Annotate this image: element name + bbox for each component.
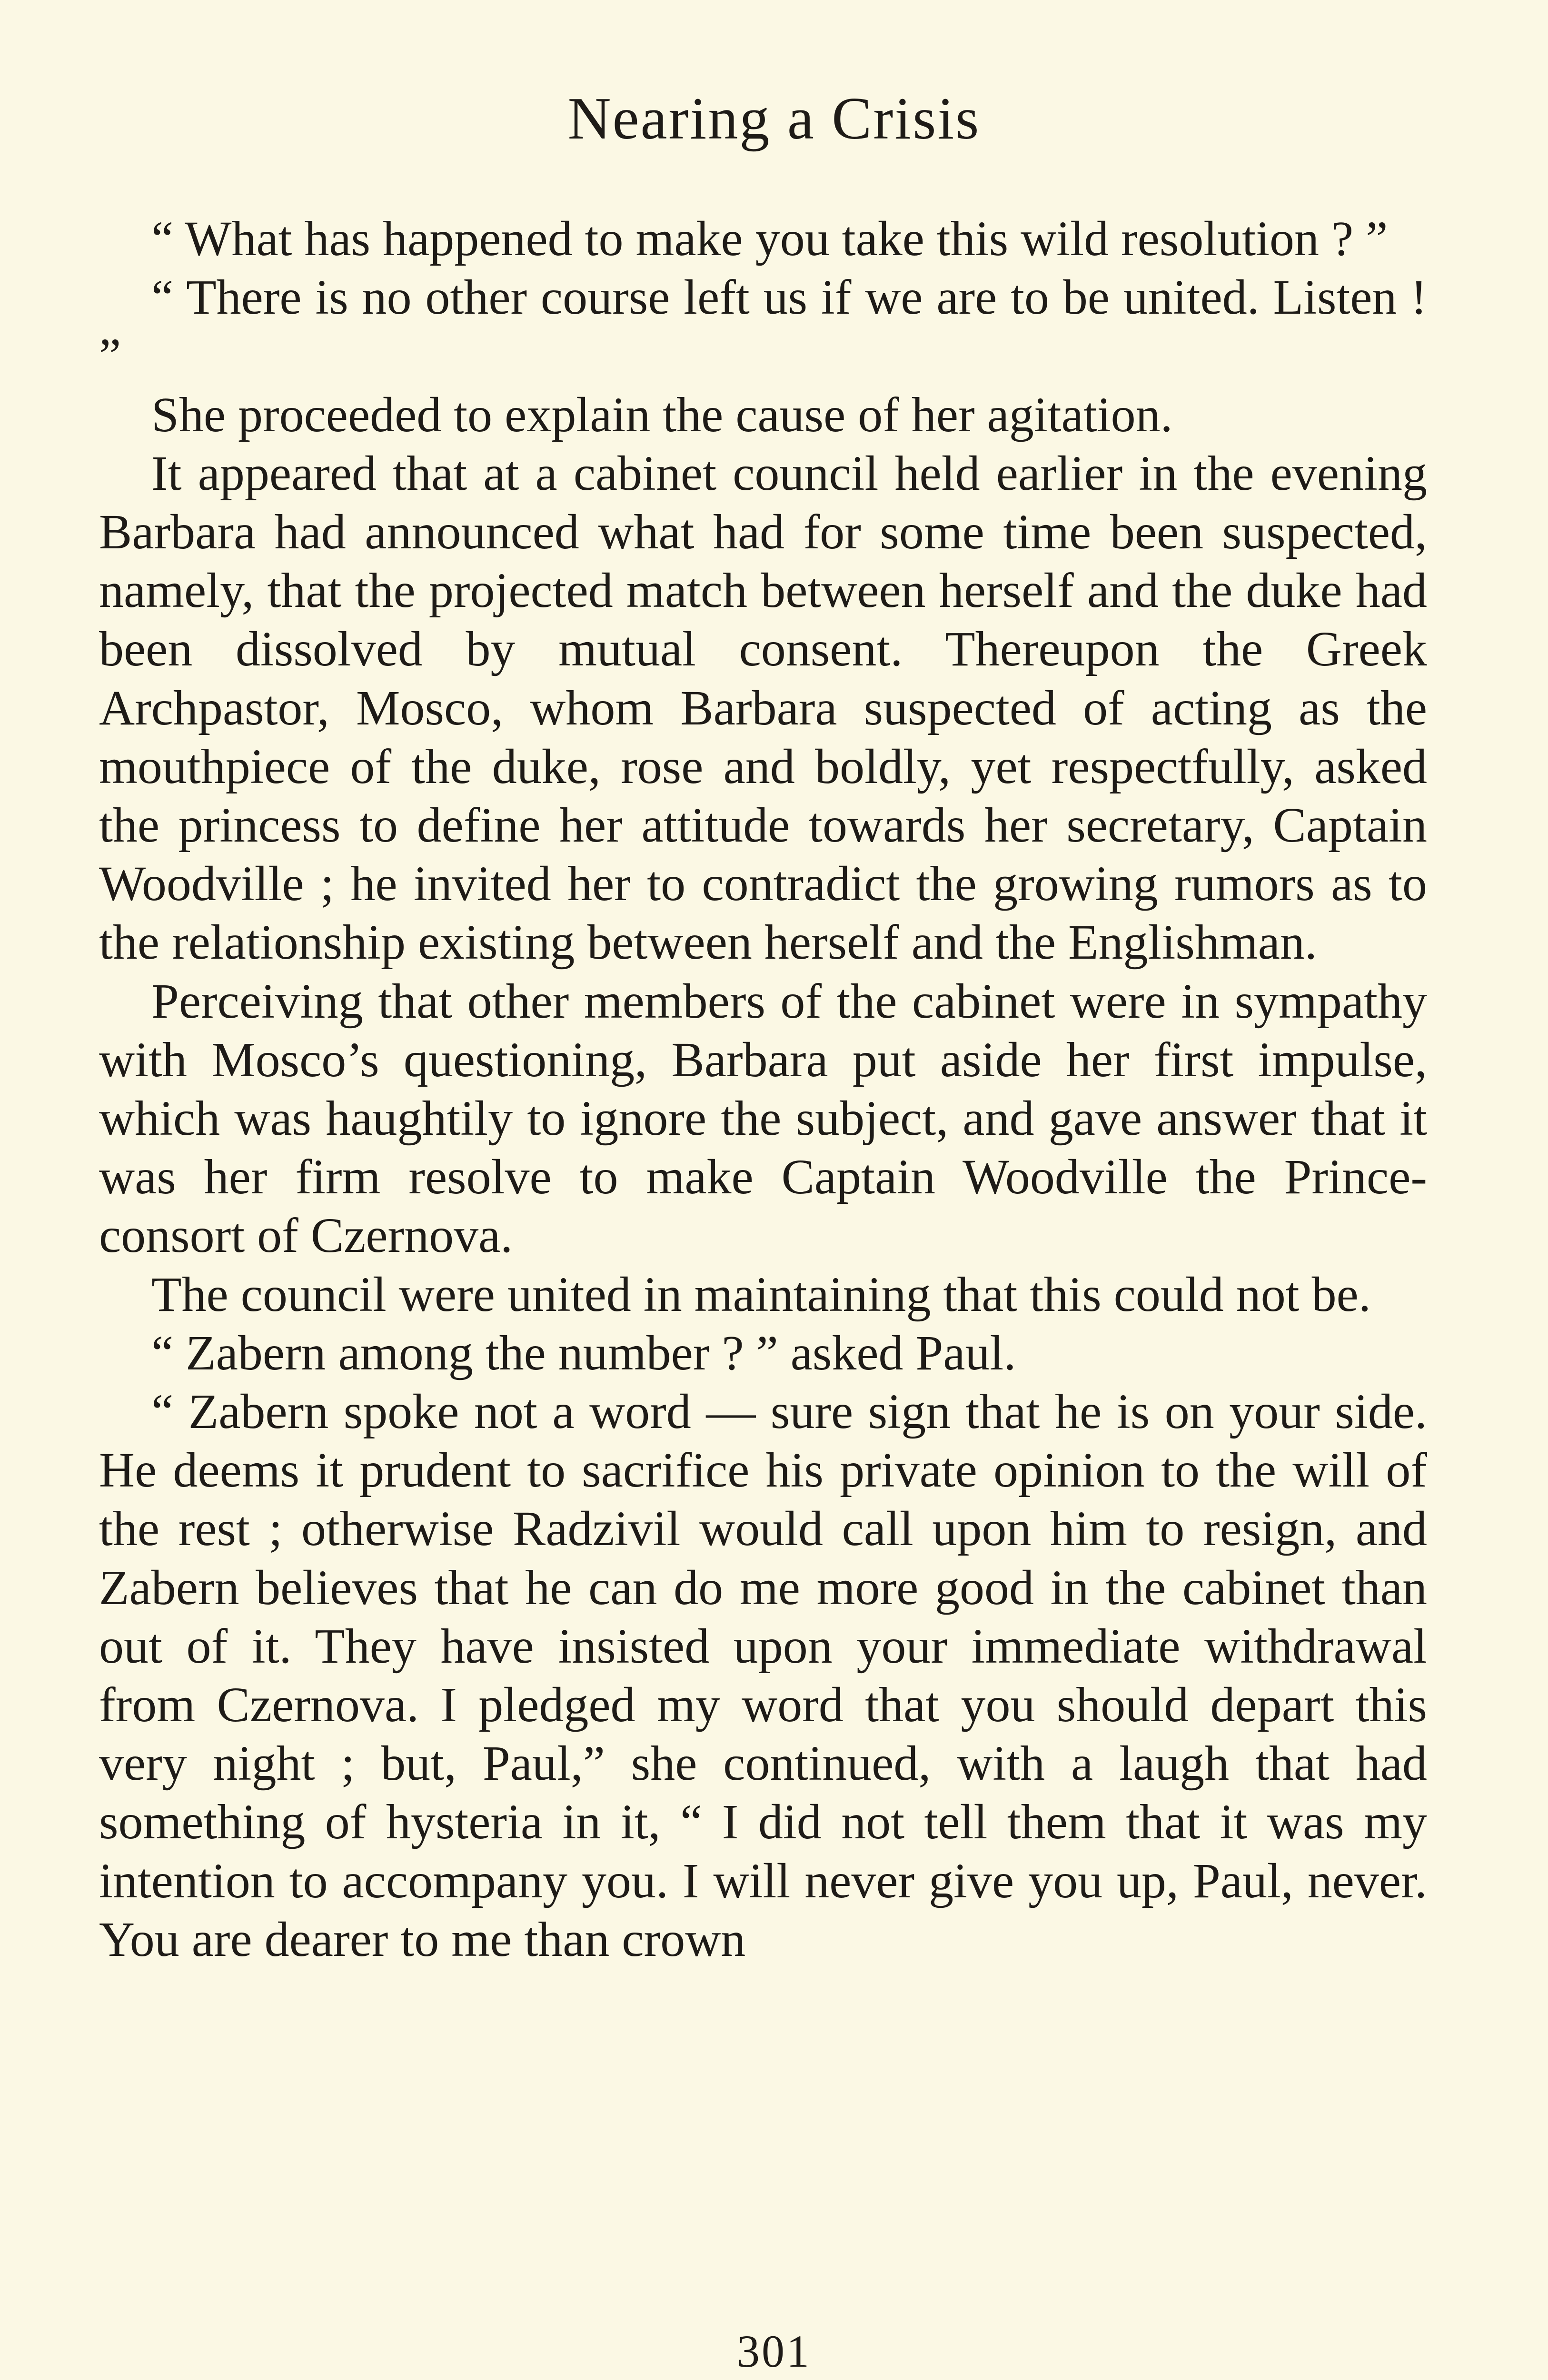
paragraph: “ Zabern spoke not a word — sure sign that he is on your side. He deems it prudent to sacrifice his private opinion to the will of the rest ; otherwise Radzivil would call upon him to resign, and Zabern believes that he can do me more good in the cabinet than out of it. They have insisted upon your immediate withdrawal from Czernova. I pledged my word that you should depart this very night ; but, Paul,” she continued, with a laugh that had something of hysteria in it, “ I did not tell them that it was my intention to accompany you. I will never give you up, Paul, never. You are dearer to me than crown — [99, 1384, 1427, 1967]
page-number: 301 — [737, 2326, 811, 2377]
paragraph: “ What has happened to make you take this wild resolution ? ” — [151, 211, 1388, 266]
paragraph: She proceeded to explain the cause of her agitation. — [151, 387, 1173, 442]
running-head: Nearing a Crisis — [567, 86, 981, 152]
paragraph: “ Zabern among the number ? ” asked Paul. — [151, 1325, 1016, 1380]
paragraph: It appeared that at a cabinet council held earlier in the evening Barbara had announced what had for some time been suspected, namely, that the projected match between herself and the duke had been dissolved by mutual consent. Thereupon the Greek Archpastor, Mosco, whom Barbara suspected of acting as the mouthpiece of the duke, rose and boldly, yet respectfully, asked the princess to define her attitude towards her secretary, Captain Woodville ; he invited her to contradict the growing rumors as to the relationship existing between herself and the Englishman. — [99, 446, 1427, 970]
body-text — [99, 209, 1427, 1969]
paragraph: Perceiving that other members of the cabinet were in sympathy with Mosco’s questioning, Barbara put aside her first impulse, which was haughtily to ignore the subject, and gave answer that it was her firm resolve to make Captain Woodville the Prince-consort of Czernova. — [99, 973, 1427, 1263]
paragraph: The council were united in maintaining that this could not be. — [151, 1267, 1371, 1322]
paragraph: “ There is no other course left us if we are to be united. Listen ! ” — [99, 270, 1427, 384]
